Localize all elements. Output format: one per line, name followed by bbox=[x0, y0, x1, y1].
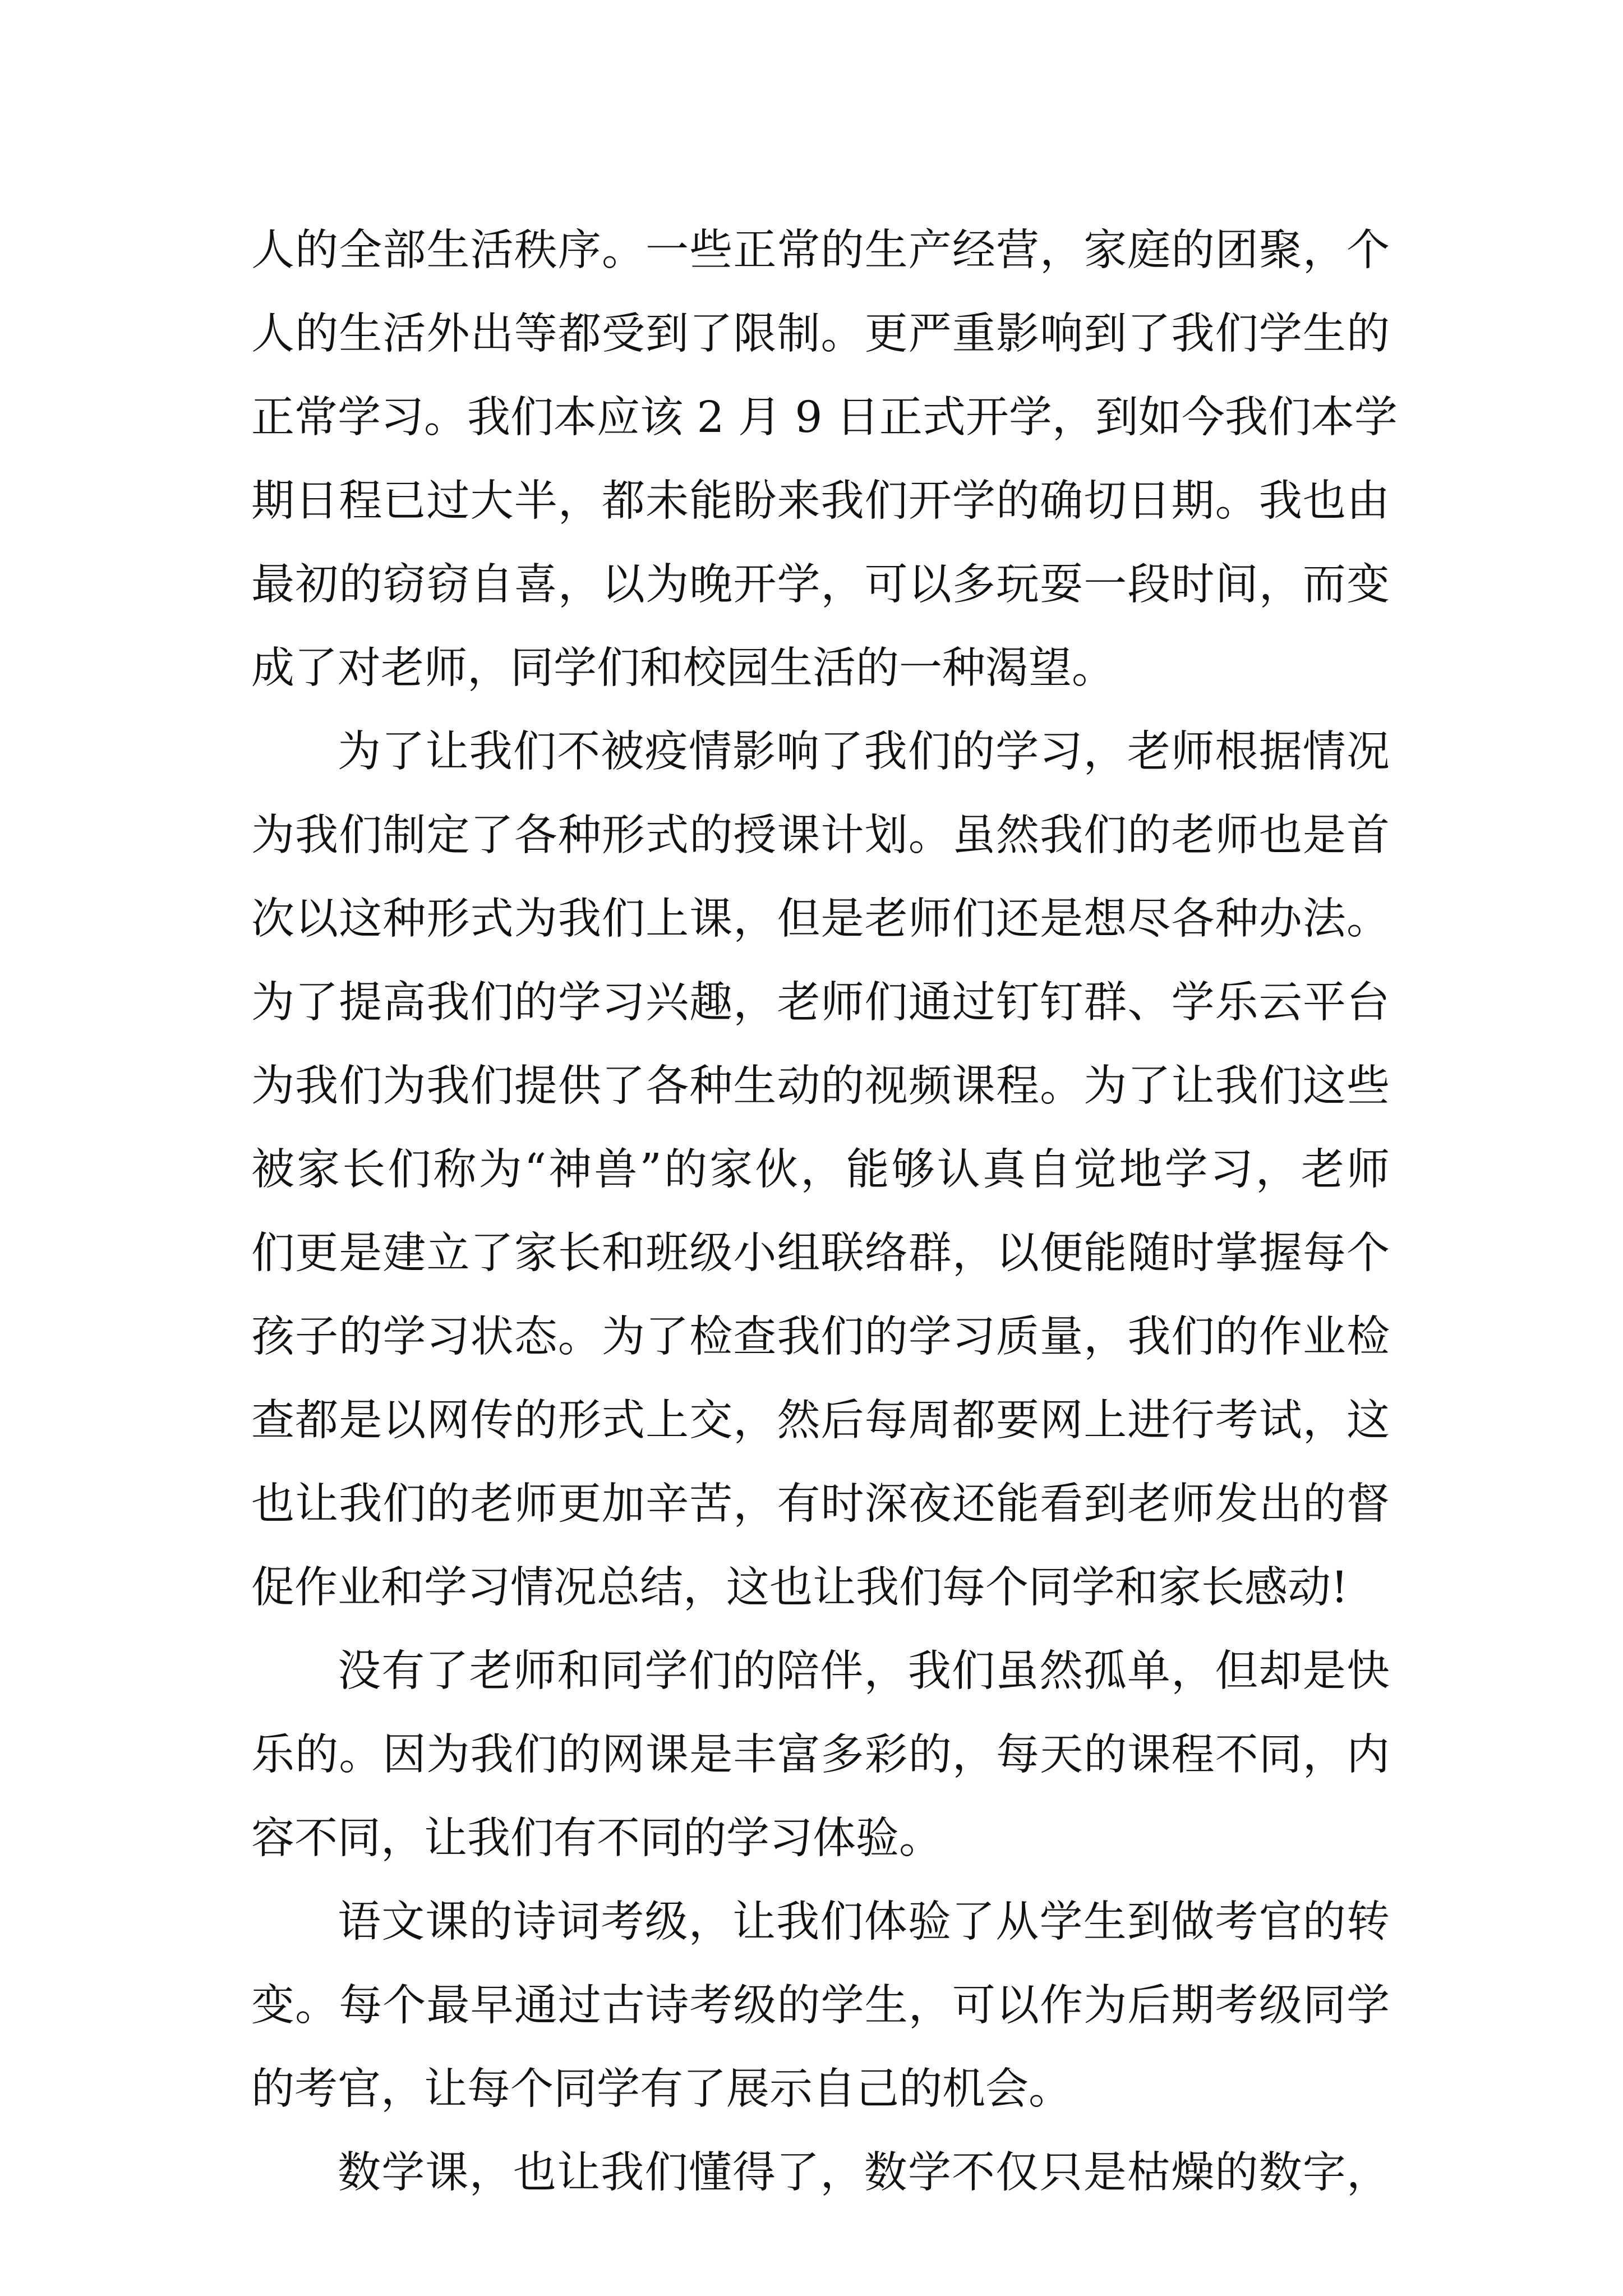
text-line: 为我们为我们提供了各种生动的视频课程。为了让我们这些 bbox=[251, 1061, 1390, 1111]
text-line: 促作业和学习情况总结，这也让我们每个同学和家长感动! bbox=[251, 1563, 1348, 1613]
text-line: 没有了老师和同学们的陪伴，我们虽然孤单，但却是快 bbox=[338, 1646, 1390, 1696]
paragraph bbox=[251, 209, 1398, 710]
paragraph bbox=[251, 710, 1390, 1630]
text-line: 的考官，让每个同学有了展示自己的机会。 bbox=[251, 2064, 1072, 2114]
text-line: 们更是建立了家长和班级小组联络群，以便能随时掌握每个 bbox=[251, 1228, 1390, 1278]
text-line: 人的全部生活秩序。一些正常的生产经营，家庭的团聚，个 bbox=[251, 226, 1390, 275]
text-line: 人的生活外出等都受到了限制。更严重影响到了我们学生的 bbox=[251, 309, 1390, 359]
text-line: 期日程已过大半，都未能盼来我们开学的确切日期。我也由 bbox=[251, 476, 1390, 526]
paragraph bbox=[251, 1630, 1390, 1880]
text-line: 为了让我们不被疫情影响了我们的学习，老师根据情况 bbox=[338, 727, 1390, 777]
text-line: 正常学习。我们本应该 2 月 9 日正式开学，到如今我们本学 bbox=[251, 393, 1398, 443]
paragraph bbox=[251, 1880, 1390, 2131]
document-body bbox=[251, 209, 1398, 2215]
text-line: 为了提高我们的学习兴趣，老师们通过钉钉群、学乐云平台 bbox=[251, 978, 1390, 1028]
text-line: 语文课的诗词考级，让我们体验了从学生到做考官的转 bbox=[338, 1897, 1390, 1947]
text-line: 孩子的学习状态。为了检查我们的学习质量，我们的作业检 bbox=[251, 1312, 1390, 1362]
text-line: 变。每个最早通过古诗考级的学生，可以作为后期考级同学 bbox=[251, 1981, 1390, 2031]
text-line: 查都是以网传的形式上交，然后每周都要网上进行考试，这 bbox=[251, 1396, 1390, 1446]
text-line: 数学课，也让我们懂得了，数学不仅只是枯燥的数字， bbox=[338, 2148, 1390, 2198]
text-line: 为我们制定了各种形式的授课计划。虽然我们的老师也是首 bbox=[251, 811, 1390, 861]
paragraph bbox=[251, 2131, 1390, 2215]
text-line: 容不同，让我们有不同的学习体验。 bbox=[251, 1814, 942, 1864]
text-line: 次以这种形式为我们上课，但是老师们还是想尽各种办法。 bbox=[251, 894, 1390, 944]
text-line: 也让我们的老师更加辛苦，有时深夜还能看到老师发出的督 bbox=[251, 1479, 1390, 1529]
text-line: 被家长们称为“神兽”的家伙，能够认真自觉地学习，老师 bbox=[251, 1145, 1390, 1195]
text-line: 成了对老师，同学们和校园生活的一种渴望。 bbox=[251, 643, 1115, 693]
text-line: 最初的窃窃自喜，以为晚开学，可以多玩耍一段时间，而变 bbox=[251, 560, 1390, 610]
text-line: 乐的。因为我们的网课是丰富多彩的，每天的课程不同，内 bbox=[251, 1730, 1390, 1780]
